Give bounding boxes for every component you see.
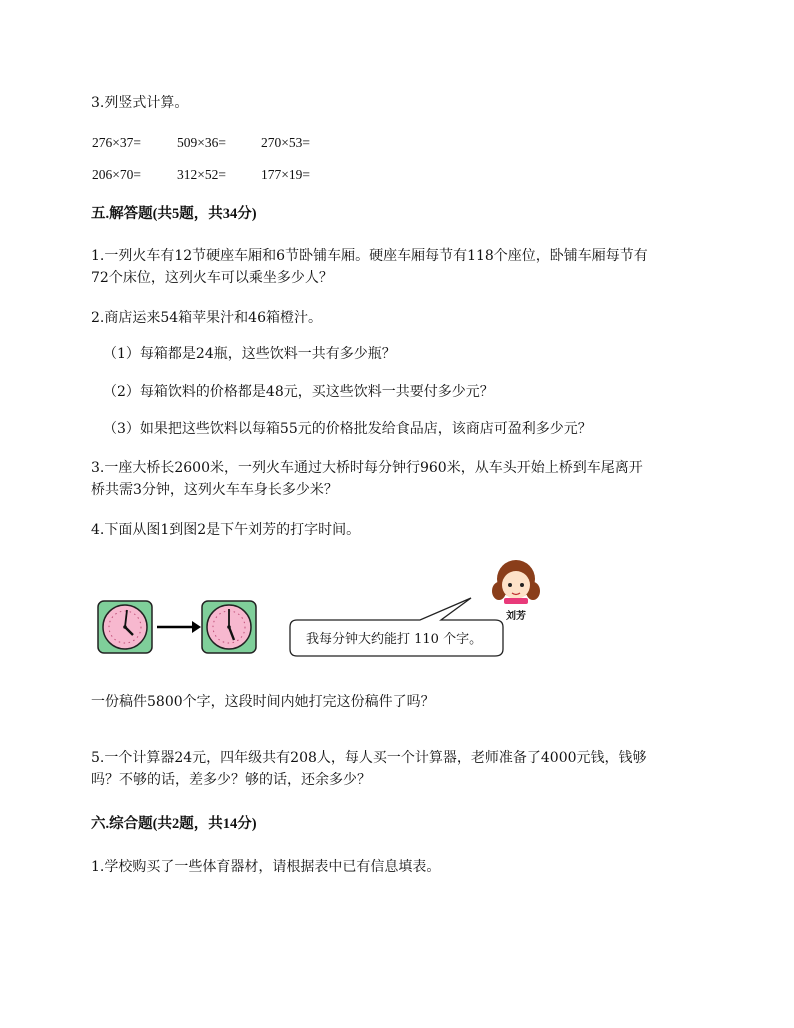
clock-2-icon <box>202 601 256 653</box>
calc-item: 509×36= <box>177 135 226 150</box>
character-name-label: 刘芳 <box>506 611 526 622</box>
q5-text: 5.一个计算器24元，四年级共有208人，每人买一个计算器，老师准备了4000元钱，钱够 <box>91 750 647 766</box>
speech-bubble-text: 我每分钟大约能打 110 个字。 <box>306 632 483 647</box>
girl-icon <box>492 560 540 604</box>
calc-item: 312×52= <box>177 167 226 182</box>
q2-intro: 2.商店运来54箱苹果汁和46箱橙汁。 <box>91 310 322 326</box>
calc-item: 270×53= <box>261 135 310 150</box>
q2-sub-question: （1）每箱都是24瓶，这些饮料一共有多少瓶？ <box>103 346 396 362</box>
q1-text: 1.一列火车有12节硬座车厢和6节卧铺车厢。硬座车厢每节有118个座位，卧铺车厢每节有 <box>91 248 648 264</box>
calc-item: 276×37= <box>92 135 141 150</box>
arrow-right-icon <box>157 621 201 633</box>
section-6-title: 六.综合题(共2题，共14分) <box>91 816 257 832</box>
q2-sub-question: （2）每箱饮料的价格都是48元，买这些饮料一共要付多少元？ <box>103 384 494 400</box>
q3-text: 桥共需3分钟，这列火车车身长多少米？ <box>91 482 338 498</box>
calc-item: 206×70= <box>92 167 141 182</box>
q2-sub-question: （3）如果把这些饮料以每箱55元的价格批发给食品店，该商店可盈利多少元？ <box>103 421 592 437</box>
section-6-q1: 1.学校购买了一些体育器材，请根据表中已有信息填表。 <box>91 859 441 875</box>
section-5-title: 五.解答题(共5题，共34分) <box>91 206 257 222</box>
q4-intro: 4.下面从图1到图2是下午刘芳的打字时间。 <box>91 522 361 538</box>
clock-1-icon <box>98 601 152 653</box>
calc-item: 177×19= <box>261 167 310 182</box>
q1-text: 72个床位，这列火车可以乘坐多少人？ <box>91 270 333 286</box>
q4-question: 一份稿件5800个字，这段时间内她打完这份稿件了吗？ <box>91 694 435 710</box>
typing-time-figure <box>95 555 555 665</box>
speech-bubble <box>290 598 503 656</box>
q5-text: 吗？不够的话，差多少？够的话，还余多少？ <box>91 772 371 788</box>
q3-text: 3.一座大桥长2600米，一列火车通过大桥时每分钟行960米，从车头开始上桥到车尾离开 <box>91 460 643 476</box>
calc-heading: 3.列竖式计算。 <box>91 95 189 111</box>
